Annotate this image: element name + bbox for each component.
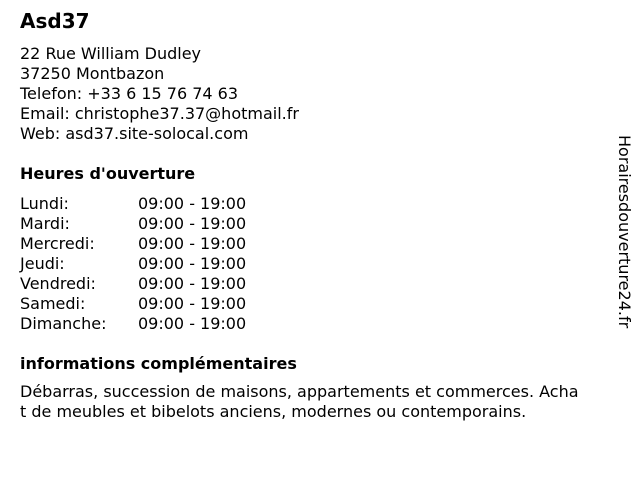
hours-time: 09:00 - 19:00 <box>138 234 247 253</box>
hours-row-friday <box>20 274 610 294</box>
hours-day: Dimanche: <box>20 314 107 333</box>
hours-row-monday <box>20 194 610 214</box>
hours-day: Jeudi: <box>20 254 65 273</box>
hours-time: 09:00 - 19:00 <box>138 214 247 233</box>
hours-time: 09:00 - 19:00 <box>138 294 247 313</box>
site-watermark: Horairesdouverture24.fr <box>615 135 634 329</box>
opening-hours-heading: Heures d'ouverture <box>20 164 196 183</box>
hours-day: Samedi: <box>20 294 86 313</box>
hours-time: 09:00 - 19:00 <box>138 274 247 293</box>
additional-info-heading: informations complémentaires <box>20 354 297 373</box>
web-text: Web: asd37.site-solocal.com <box>20 124 249 143</box>
hours-day: Vendredi: <box>20 274 96 293</box>
contact-block <box>20 44 610 144</box>
hours-row-wednesday <box>20 234 610 254</box>
opening-hours-table <box>20 194 610 334</box>
hours-time: 09:00 - 19:00 <box>138 254 247 273</box>
additional-info-text: Débarras, succession de maisons, appartements et commerces. Achat de meubles et bibelots anciens, modernes ou contemporains. <box>20 382 579 421</box>
hours-day: Mercredi: <box>20 234 95 253</box>
phone-text: Telefon: +33 6 15 76 74 63 <box>20 84 239 103</box>
hours-day: Mardi: <box>20 214 70 233</box>
business-card <box>20 8 610 422</box>
address-line-2: 37250 Montbazon <box>20 64 165 83</box>
hours-day: Lundi: <box>20 194 69 213</box>
hours-row-tuesday <box>20 214 610 234</box>
hours-time: 09:00 - 19:00 <box>138 314 247 333</box>
address-line-1: 22 Rue William Dudley <box>20 44 202 63</box>
hours-row-thursday <box>20 254 610 274</box>
email-text: Email: christophe37.37@hotmail.fr <box>20 104 299 123</box>
business-name: Asd37 <box>20 9 90 33</box>
hours-row-saturday <box>20 294 610 314</box>
hours-time: 09:00 - 19:00 <box>138 194 247 213</box>
hours-row-sunday <box>20 314 610 334</box>
